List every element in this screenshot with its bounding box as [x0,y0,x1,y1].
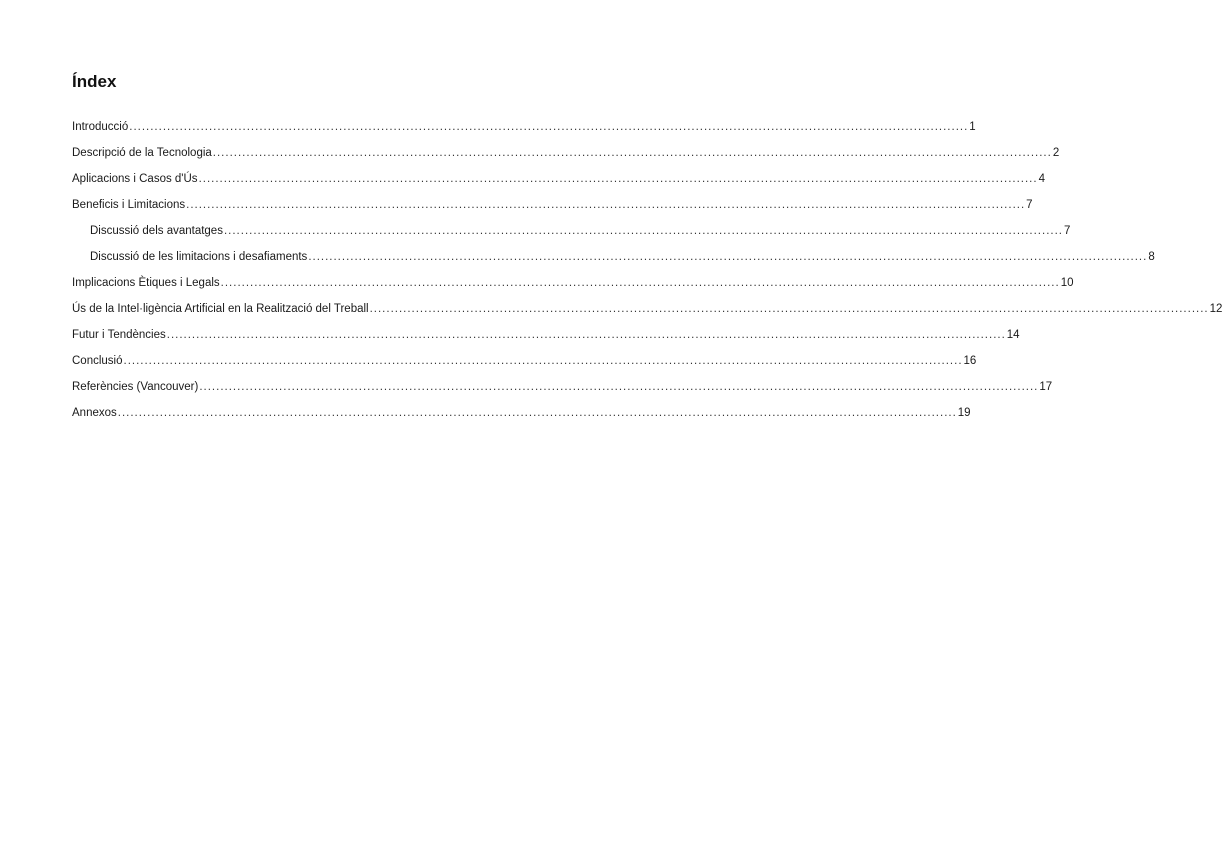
toc-entry-page-number: 7 [1026,199,1033,211]
toc-entry-title: Futur i Tendències [72,329,166,341]
toc-entry-page-number: 8 [1148,251,1155,263]
dot-leader: ........................................................................................................................................................................................................ [220,277,1060,289]
toc-entry-title: Implicacions Ètiques i Legals [72,277,220,289]
toc-entry-title: Referències (Vancouver) [72,381,199,393]
dot-leader: ........................................................................................................................................................................................................ [223,225,1063,237]
toc-entry-page-number: 12 [1209,303,1222,315]
toc-entry-conclusio[interactable] [72,352,977,378]
toc-entry-us-ia[interactable] [72,300,1222,326]
dot-leader: ........................................................................................................................................................................................................ [166,329,1006,341]
toc-entry-annexos[interactable] [72,404,971,430]
toc-entry-title: Descripció de la Tecnologia [72,147,212,159]
dot-leader: ........................................................................................................................................................................................................ [212,147,1052,159]
toc-entry-title: Ús de la Intel·ligència Artificial en la Realització del Treball [72,303,369,315]
table-of-contents [72,118,1222,430]
toc-entry-page-number: 7 [1063,225,1071,237]
toc-entry-page-number: 17 [1039,381,1053,393]
toc-title: Índex [72,72,117,91]
toc-entry-title: Discussió de les limitacions i desafiaments [90,251,308,263]
toc-entry-title: Beneficis i Limitacions [72,199,186,211]
toc-entry-page-number: 19 [957,407,971,419]
toc-entry-title: Aplicacions i Casos d'Ús [72,173,198,185]
toc-entry-implicacions[interactable] [72,274,1074,300]
toc-entry-page-number: 10 [1060,277,1074,289]
dot-leader: ........................................................................................................................................................................................................ [123,355,963,367]
dot-leader: ........................................................................................................................................................................................................ [199,381,1039,393]
toc-entry-title: Annexos [72,407,117,419]
toc-entry-page-number: 16 [963,355,977,367]
toc-entry-page-number: 1 [969,121,976,133]
toc-entry-title: Introducció [72,121,129,133]
toc-entry-title: Discussió dels avantatges [90,225,223,237]
toc-entry-beneficis[interactable] [72,196,1033,222]
toc-entry-page-number: 4 [1038,173,1045,185]
dot-leader: ........................................................................................................................................................................................................ [369,303,1209,315]
dot-leader: ........................................................................................................................................................................................................ [186,199,1026,211]
dot-leader: ........................................................................................................................................................................................................ [308,251,1148,263]
dot-leader: ........................................................................................................................................................................................................ [129,121,969,133]
dot-leader: ........................................................................................................................................................................................................ [198,173,1038,185]
toc-entry-title: Conclusió [72,355,123,367]
toc-entry-aplicacions[interactable] [72,170,1045,196]
toc-subentry-limitacions[interactable] [72,248,1155,274]
toc-entry-page-number: 2 [1052,147,1060,159]
toc-entry-page-number: 14 [1006,329,1020,341]
dot-leader: ........................................................................................................................................................................................................ [117,407,957,419]
toc-entry-referencies[interactable] [72,378,1053,404]
toc-entry-introduccio[interactable] [72,118,976,144]
toc-entry-descripcio[interactable] [72,144,1060,170]
toc-entry-futur[interactable] [72,326,1020,352]
toc-subentry-avantatges[interactable] [72,222,1071,248]
